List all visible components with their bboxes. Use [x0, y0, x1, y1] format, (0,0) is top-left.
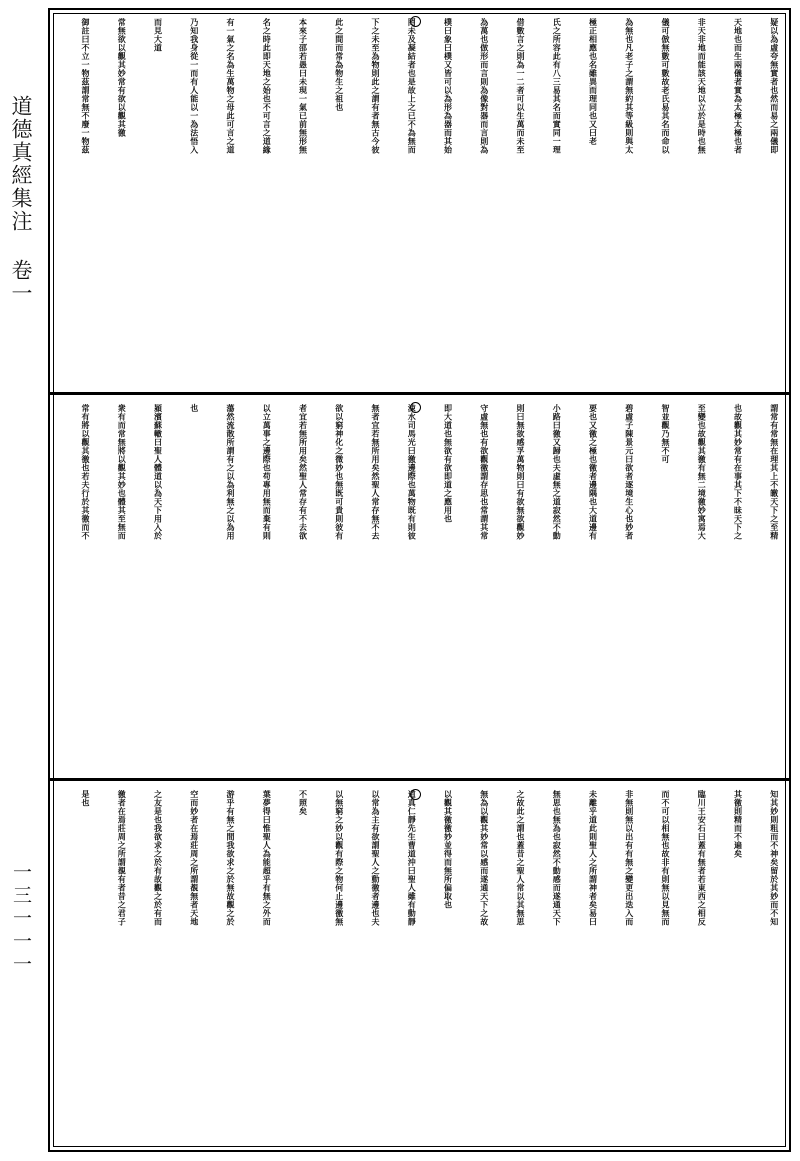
text-column: 下之未至為物則此之謂有者無古今彼	[371, 18, 381, 154]
text-column: 不照矣	[298, 790, 309, 816]
text-column: 天地也而生兩儀者實為太極太極也者	[733, 18, 744, 154]
panel-columns	[52, 398, 787, 776]
text-panel-3	[52, 784, 787, 1148]
text-column: 為萬也倣形而言則為像對器而言則為	[479, 18, 490, 154]
panel-columns	[52, 12, 787, 390]
text-column: 欲以窮神化之微妙也無既可貴則彼有	[334, 404, 345, 540]
text-column: 常有將以觀其徼也若夫行於其徼而不	[81, 404, 91, 540]
text-column: 以觀其徼徼妙並得而無所偏取也	[443, 790, 454, 909]
text-column: 涑水司馬光曰徼邊際也萬物既有則彼	[407, 404, 418, 540]
text-column: 即大道也無欲有欲即道之應用也	[443, 404, 454, 523]
text-column: 其徼則精而不遍矣	[733, 790, 744, 858]
panel-columns	[52, 784, 787, 1148]
text-column: 儀可倣無數可數故老氏易其名而命以	[661, 18, 671, 154]
text-column: 以常為主有欲謂聖人之動徼者邊也夫	[371, 790, 381, 926]
page-margin	[0, 0, 38, 1161]
text-column: 無者宜若無所用矣然聖人常存無不去	[371, 404, 381, 540]
text-column: 乃知我身從一而有人能以一為法悟入	[189, 18, 200, 154]
text-column: 之友是也我欲求之於有故觀之於有而	[153, 790, 164, 926]
text-column: 蕩然流散所謂有之以為利無之以為用	[226, 404, 236, 540]
text-column: 極正相應也名雖異而理同也又曰老	[588, 18, 599, 146]
text-column: 疑以為虛夸無實者也然而易之兩儀即	[769, 18, 780, 154]
text-column: 御註曰不立一物茲謂常無不廢一物茲	[81, 18, 91, 154]
text-column: 非天非地而能該天地以立於是時也無	[697, 18, 708, 154]
text-column: 無思也無為也寂然不動感而遂通天下	[552, 790, 563, 926]
text-column: 潁濱蘇轍曰聖人體道以為天下用入於	[153, 404, 164, 540]
text-column: 則曰無欲感孚萬物則曰有欲無欲觀妙	[516, 404, 526, 540]
text-column: 至變也故觀其徼有無二境徼妙寓焉大	[697, 404, 708, 540]
text-column: 之故此之謂也蓋昔之聖人常以其無思	[516, 790, 526, 926]
text-column: 名之時此即天地之始也不可言之道緣	[262, 18, 273, 154]
text-column: 小路曰徼又歸也夫虛無之道寂然不動	[552, 404, 563, 540]
text-panel-1	[52, 12, 787, 390]
text-column: 以無窮之妙以觀有際之物何止邊徼無	[334, 790, 345, 926]
book-title: 道德真經集注 卷一	[9, 95, 33, 305]
text-column: 而見大道	[153, 18, 164, 52]
text-column: 道真仁靜先生曹道沖曰聖人雖有動靜	[407, 790, 418, 926]
text-column: 也故觀其妙常有在事其下不昧天下之	[733, 404, 744, 540]
text-column: 非無則無以出有有無之變更出迭入而	[624, 790, 635, 926]
text-column: 本來子邵若愚曰未現一氣已前無形無	[298, 18, 309, 154]
text-column: 有一氣之名為生萬物之母此可言之道	[226, 18, 236, 154]
text-panel-2	[52, 398, 787, 776]
text-column: 守虛無也有欲觀徼謂存思也常謂其常	[479, 404, 490, 540]
text-column: 氏之所容此有八三易其名而實同一理	[552, 18, 563, 154]
text-column: 而不可以相無也故非有則無以見無而	[661, 790, 671, 926]
panel-divider	[48, 392, 791, 395]
text-column: 謂常有常無在理其上不皦天下之至精	[769, 404, 780, 540]
text-column: 知其妙則粗而不神矣留於其妙而不知	[769, 790, 780, 926]
text-column: 以立萬事之邊際也苟專用無而棄有則	[262, 404, 273, 540]
text-column: 空而妙者在焉莊周之所謂覩無者天地	[189, 790, 200, 926]
text-column: 碧虛子陳景元曰欲者逐境生心也妙者	[624, 404, 635, 540]
page-folio: 一三一一一	[10, 862, 32, 977]
text-column: 罔未及凝結者也是故上之已不為無而	[407, 18, 418, 154]
text-column: 衆有而常無將以觀其妙也體其至無而	[117, 404, 128, 540]
text-column: 常無欲以觀其妙常有欲以觀其徼	[117, 18, 128, 137]
text-column: 葉夢得曰惟聖人為能超乎有無之外而	[262, 790, 273, 926]
text-column: 未離乎道此則聖人之所謂神者矣易曰	[588, 790, 599, 926]
text-column: 臨川王安石曰蓋有無者若東西之相反	[697, 790, 708, 926]
text-column: 樸曰象曰樸又皆可以為形為器而其始	[443, 18, 454, 154]
text-column: 徼者在焉莊周之所謂覩有者昔之君子	[117, 790, 128, 926]
text-column: 也	[189, 404, 200, 413]
text-column: 借數言之則為一二者可以生萬而未至	[516, 18, 526, 154]
text-column: 此之間而常為物生之祖也	[334, 18, 345, 112]
text-column: 無為以觀其妙常以感而遂通天下之故	[479, 790, 490, 926]
text-column: 是也	[81, 790, 91, 807]
text-column: 者宜若無所用矣然聖人常存有不去欲	[298, 404, 309, 540]
text-column: 要也又徼之極也徼者邊隅也大道邊有	[588, 404, 599, 540]
text-column: 智並觀乃無不可	[661, 404, 671, 464]
text-column: 為無也凡老子之謂無約其等級則與太	[624, 18, 635, 154]
panel-divider	[48, 778, 791, 781]
text-column: 游乎有無之間我欲求之於無故觀之於	[226, 790, 236, 926]
